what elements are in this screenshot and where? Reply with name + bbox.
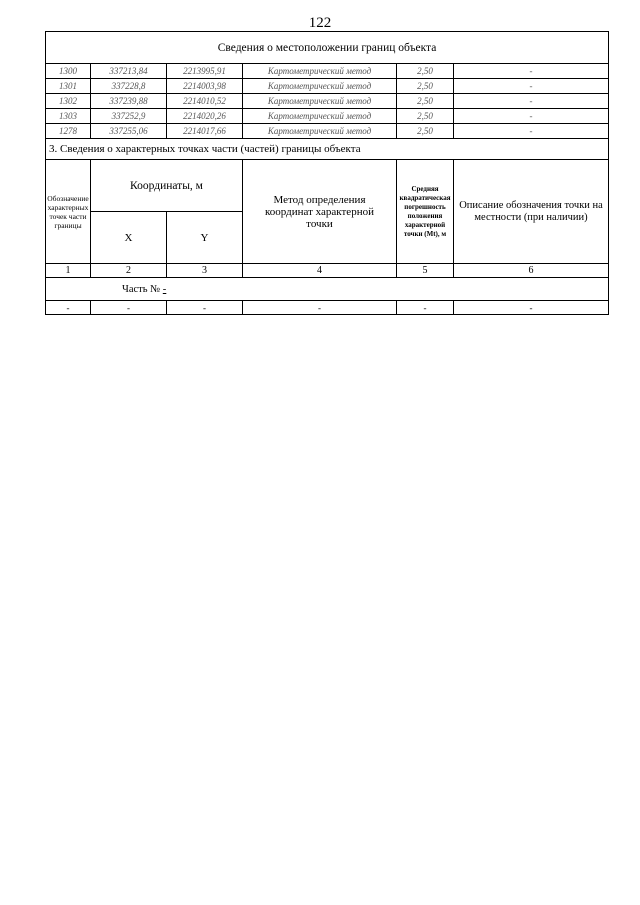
method: Картометрический метод [243, 109, 397, 124]
column-number-row [46, 264, 609, 278]
point-id: 1301 [46, 79, 91, 94]
coord-x: 337228,8 [91, 79, 167, 94]
empty-cell: - [91, 301, 167, 315]
part-label-cell [46, 278, 609, 301]
method: Картометрический метод [243, 79, 397, 94]
empty-cell: - [454, 301, 609, 315]
point-id: 1302 [46, 94, 91, 109]
accuracy: 2,50 [397, 124, 454, 139]
coord-y: 2213995,91 [167, 64, 243, 79]
header-point: Обозначение характерных точек части границы [46, 160, 91, 264]
accuracy: 2,50 [397, 94, 454, 109]
coord-y: 2214020,26 [167, 109, 243, 124]
column-number: 2 [91, 264, 167, 278]
accuracy: 2,50 [397, 79, 454, 94]
header-method: Метод определения координат характерной точки [243, 160, 397, 264]
column-number: 6 [454, 264, 609, 278]
coord-x: 337255,06 [91, 124, 167, 139]
coord-x: 337252,9 [91, 109, 167, 124]
table-row [46, 94, 609, 109]
page-number: 122 [308, 15, 332, 31]
header-x: X [91, 212, 167, 264]
column-header-row [46, 160, 609, 212]
section3-title-row [46, 139, 609, 160]
empty-cell: - [46, 301, 91, 315]
part-row [46, 278, 609, 301]
coord-y: 2214017,66 [167, 124, 243, 139]
coord-y: 2214003,98 [167, 79, 243, 94]
column-number: 5 [397, 264, 454, 278]
coord-y: 2214010,52 [167, 94, 243, 109]
table-row [46, 301, 609, 315]
accuracy: 2,50 [397, 64, 454, 79]
column-number: 4 [243, 264, 397, 278]
section2-title: Сведения о местоположении границ объекта [46, 32, 609, 64]
point-id: 1300 [46, 64, 91, 79]
coord-x: 337239,88 [91, 94, 167, 109]
point-id: 1303 [46, 109, 91, 124]
method: Картометрический метод [243, 94, 397, 109]
header-description: Описание обозначения точки на местности (при наличии) [454, 160, 609, 264]
method: Картометрический метод [243, 64, 397, 79]
empty-cell: - [243, 301, 397, 315]
table-row [46, 124, 609, 139]
column-number: 1 [46, 264, 91, 278]
coordinates-table [45, 31, 609, 315]
description: - [454, 94, 609, 109]
empty-cell: - [167, 301, 243, 315]
empty-cell: - [397, 301, 454, 315]
section3-title: 3. Сведения о характерных точках части (частей) границы объекта [46, 139, 609, 160]
method: Картометрический метод [243, 124, 397, 139]
header-coordinates: Координаты, м [91, 160, 243, 212]
table-row [46, 79, 609, 94]
table-row [46, 64, 609, 79]
part-label: Часть № [122, 283, 161, 295]
header-y: Y [167, 212, 243, 264]
table-row [46, 109, 609, 124]
description: - [454, 124, 609, 139]
header-accuracy: Средняя квадратическая погрешность положения характерной точки (Mt), м [397, 160, 454, 264]
point-id: 1278 [46, 124, 91, 139]
section2-title-row [46, 32, 609, 64]
accuracy: 2,50 [397, 109, 454, 124]
description: - [454, 79, 609, 94]
description: - [454, 64, 609, 79]
part-value: - [162, 283, 167, 295]
column-number: 3 [167, 264, 243, 278]
coord-x: 337213,84 [91, 64, 167, 79]
description: - [454, 109, 609, 124]
